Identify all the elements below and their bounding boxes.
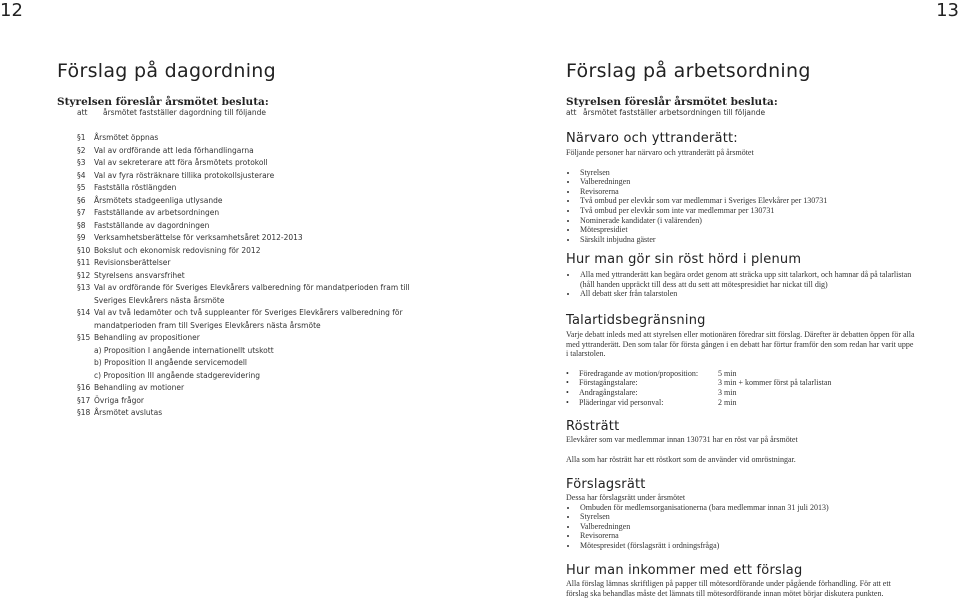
- section-text: Alla förslag lämnas skriftligen på papper till mötesordförande under pågående förhandling. För att ett förslag ska behandlas måste det lämnats till mötesordförande innan mötet börjar diskutera punkten.: [566, 579, 891, 598]
- list-item: • Valberedningen: [578, 177, 916, 187]
- item-text: Årsmötet öppnas: [94, 133, 159, 142]
- item-text: Val av två ledamöter och två suppleanter för Sveriges Elevkårers valberedning för mandatperioden fram till Sveriges Elevkårers nästa årsmöte: [94, 308, 403, 330]
- plenum-list: [566, 270, 916, 299]
- item-text: c) Proposition III angående stadgerevidering: [94, 370, 260, 380]
- forslagsratt-list: [566, 503, 916, 551]
- list-item: • Valberedningen: [578, 522, 916, 532]
- list-item: • Mötespresidiet: [578, 225, 916, 235]
- page-number-left: 12: [0, 0, 23, 21]
- item-text: Årsmötet avslutas: [94, 408, 163, 417]
- item-text: Fastställande av arbetsordningen: [94, 208, 220, 217]
- att-text: årsmötet fastställer dagordning till följande: [103, 108, 266, 117]
- row-label: Andragångstalare:: [579, 387, 638, 397]
- att-label: att: [566, 108, 577, 117]
- page-number-right: 13: [936, 0, 959, 21]
- table-row: • Föredragande av motion/proposition: 5 min: [566, 369, 831, 379]
- table-row: • Andragångstalare: 3 min: [566, 388, 831, 398]
- list-item: [57, 282, 417, 307]
- item-number: §7: [77, 208, 86, 217]
- item-number: §18: [77, 408, 91, 417]
- item-text: Årsmötets stadgeenliga utlysande: [94, 195, 223, 205]
- work-order-att-line: [566, 108, 765, 117]
- item-number: §3: [77, 158, 86, 167]
- item-number: §8: [77, 220, 86, 230]
- list-item: [57, 145, 417, 158]
- item-text: Fastställande av dagordningen: [94, 220, 210, 230]
- list-item: • Två ombud per elevkår som inte var medlemmar per 130731: [578, 206, 916, 216]
- item-number: §13: [77, 283, 91, 292]
- section-text: Varje debatt inleds med att styrelsen eller motionären föredrar sitt förslag. Därefter är debatten öppen för alla med yttranderätt. Den som talar för första gången i en debatt har förtur framför den som redan har varit uppe i talarstolen.: [566, 330, 915, 359]
- item-text: Behandling av motioner: [94, 383, 185, 392]
- section-heading: Rösträtt: [566, 419, 620, 434]
- list-item: [57, 407, 417, 420]
- item-text: b) Proposition II angående servicemodell: [94, 358, 248, 367]
- list-item: • Styrelsen: [578, 168, 916, 178]
- list-item: [57, 307, 417, 332]
- item-text: Bokslut och ekonomisk redovisning för 2012: [94, 245, 261, 255]
- row-label: Pläderingar vid personval:: [579, 397, 664, 407]
- item-number: §17: [77, 395, 91, 405]
- list-item: [57, 257, 417, 270]
- item-text: Val av ordförande för Sveriges Elevkårers valberedning för mandatperioden fram till Sveriges Elevkårers nästa årsmöte: [94, 283, 410, 305]
- section-text: Elevkårer som var medlemmar innan 130731 har en röst var på årsmötet: [566, 435, 798, 444]
- att-label: att: [77, 108, 88, 117]
- list-item: • Ombuden för medlemsorganisationerna (bara medlemmar innan 31 juli 2013): [578, 503, 916, 513]
- list-item: • Nominerade kandidater (i valärenden): [578, 216, 916, 226]
- row-value: 2 min: [718, 397, 737, 407]
- item-number: §14: [77, 308, 91, 317]
- list-item: [57, 232, 417, 245]
- item-number: §1: [77, 133, 86, 142]
- list-item: [57, 195, 417, 208]
- item-number: §10: [77, 245, 91, 255]
- list-item: • Revisorerna: [578, 531, 916, 541]
- item-number: §15: [77, 333, 91, 342]
- section-forslagsratt: [566, 477, 916, 551]
- work-order-subtitle: Styrelsen föreslår årsmötet besluta:: [566, 96, 778, 108]
- section-heading: Talartidsbegränsning: [566, 313, 706, 328]
- item-number: §6: [77, 195, 86, 205]
- item-text: Val av ordförande att leda förhandlingarna: [94, 145, 254, 155]
- section-inkommer: [566, 563, 916, 598]
- list-item: [57, 395, 417, 408]
- row-label: Föredragande av motion/proposition:: [579, 368, 699, 378]
- item-text: Val av fyra rösträknare tillika protokollsjusterare: [94, 170, 275, 180]
- list-item: • All debatt sker från talarstolen: [578, 289, 916, 299]
- list-item: [57, 182, 417, 195]
- list-item: • Alla med yttranderätt kan begära ordet genom att sträcka upp sitt talarkort, och hamnar då på talarlistan (håll handen uppräckt till dess att du sett att mötespresidiet har nickat till dig): [578, 270, 916, 289]
- item-text: Behandling av propositioner: [94, 333, 200, 342]
- list-item: [57, 382, 417, 395]
- item-number: §9: [77, 233, 86, 242]
- section-heading: Närvaro och yttranderätt:: [566, 131, 738, 146]
- section-heading: Hur man gör sin röst hörd i plenum: [566, 252, 802, 267]
- section-heading: Hur man inkommer med ett förslag: [566, 563, 803, 578]
- section-heading: Förslagsrätt: [566, 477, 646, 492]
- work-order-title: Förslag på arbetsordning: [566, 60, 811, 82]
- item-number: §16: [77, 383, 91, 392]
- item-text: Övriga frågor: [94, 395, 145, 405]
- row-label: Förstagångstalare:: [579, 378, 638, 388]
- section-talartid: [566, 313, 916, 407]
- att-text: årsmötet fastställer arbetsordningen till följande: [583, 108, 766, 117]
- section-intro: Följande personer har närvaro och yttranderätt på årsmötet: [566, 148, 754, 157]
- section-text: Alla som har rösträtt har ett röstkort som de använder vid omröstningar.: [566, 454, 796, 464]
- item-text: Revisionsberättelser: [94, 258, 171, 267]
- row-value: 3 min: [718, 387, 737, 397]
- list-item: • Styrelsen: [578, 512, 916, 522]
- section-plenum: [566, 252, 916, 299]
- list-item: [57, 245, 417, 258]
- item-text: Styrelsens ansvarsfrihet: [94, 270, 185, 280]
- list-item: [57, 370, 417, 383]
- list-item: [57, 357, 417, 370]
- item-number: §12: [77, 270, 91, 280]
- list-item: [57, 270, 417, 283]
- item-number: §2: [77, 145, 86, 155]
- item-number: §4: [77, 170, 86, 180]
- item-text: Verksamhetsberättelse för verksamhetsåret 2012-2013: [94, 233, 303, 242]
- row-value: 3 min + kommer först på talarlistan: [718, 378, 832, 388]
- list-item: • Två ombud per elevkår som var medlemmar i Sveriges Elevkårer per 130731: [578, 196, 916, 206]
- section-intro: Dessa har förslagsrätt under årsmötet: [566, 493, 686, 502]
- list-item: [57, 170, 417, 183]
- narvaro-list: [566, 168, 916, 245]
- agenda-title: Förslag på dagordning: [57, 60, 277, 82]
- table-row: • Förstagångstalare: 3 min + kommer först på talarlistan: [566, 378, 832, 388]
- agenda-list: [57, 132, 417, 420]
- item-text: Val av sekreterare att föra årsmötets protokoll: [94, 158, 268, 167]
- list-item: • Särskilt inbjudna gäster: [578, 235, 916, 245]
- list-item: • Mötespresidet (förslagsrätt i ordningsfråga): [578, 541, 916, 551]
- list-item: • Revisorerna: [578, 187, 916, 197]
- item-number: §11: [77, 258, 91, 267]
- item-number: §5: [77, 183, 86, 192]
- agenda-att-line: [77, 108, 266, 117]
- list-item: [57, 332, 417, 345]
- item-text: Fastställa röstlängden: [94, 183, 177, 192]
- list-item: [57, 220, 417, 233]
- list-item: [57, 207, 417, 220]
- section-narvaro: [566, 131, 916, 244]
- agenda-subtitle: Styrelsen föreslår årsmötet besluta:: [57, 96, 269, 108]
- list-item: [57, 345, 417, 358]
- item-text: a) Proposition I angående internationellt utskott: [94, 345, 274, 355]
- row-value: 5 min: [718, 368, 737, 378]
- list-item: [57, 132, 417, 145]
- speaking-time-table: [566, 369, 831, 407]
- section-rostratt: [566, 419, 916, 464]
- table-row: • Pläderingar vid personval: 2 min: [566, 398, 831, 408]
- list-item: [57, 157, 417, 170]
